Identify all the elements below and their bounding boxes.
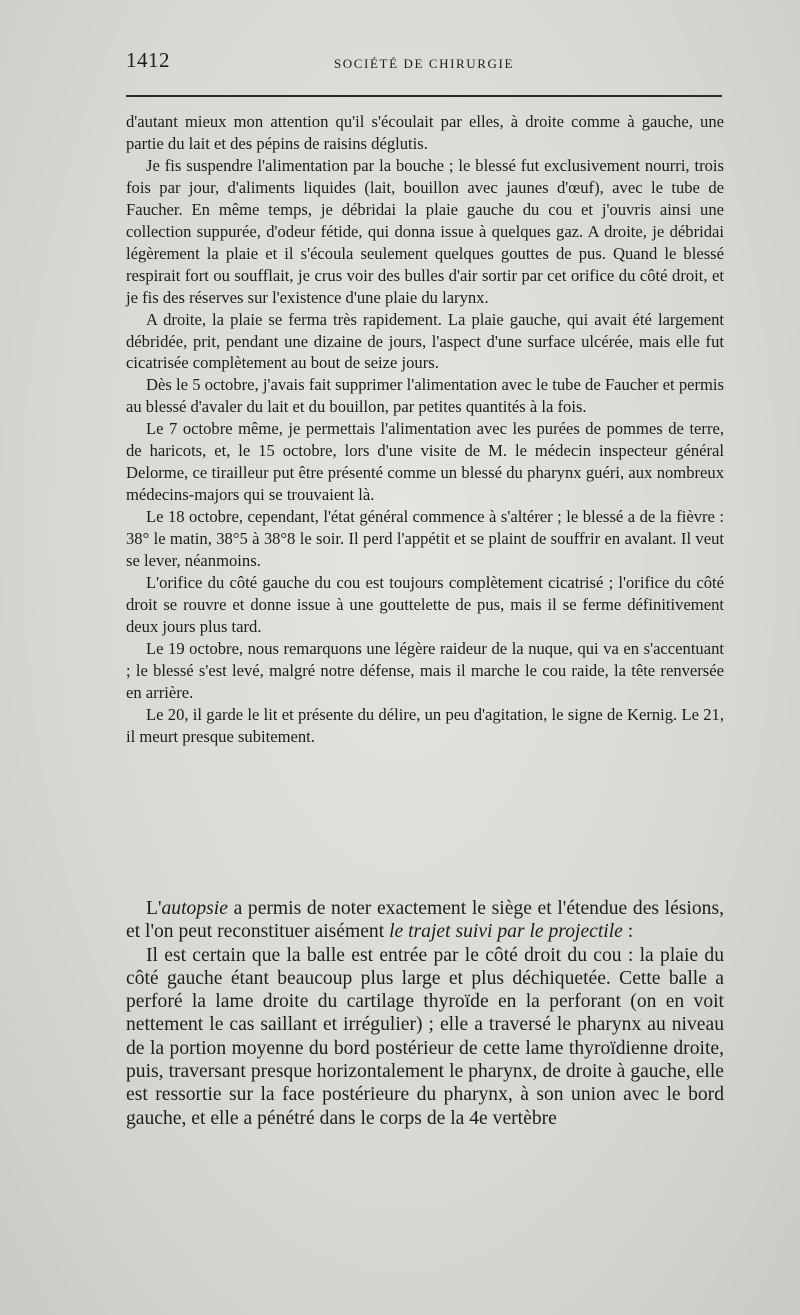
paragraph: Dès le 5 octobre, j'avais fait supprimer l'alimentation avec le tube de Faucher et permis au blessé d'avaler du lait et du bouillon, par petites quantités à la fois. xyxy=(126,375,724,417)
paragraph: d'autant mieux mon attention qu'il s'écoulait par elles, à droite comme à gauche, une partie du lait et des pépins de raisins déglutis. xyxy=(126,112,724,153)
italic-term: autopsie xyxy=(161,898,228,919)
paragraph: Il est certain que la balle est entrée par le côté droit du cou : la plaie du côté gauche étant beaucoup plus large et plus déchiquetée. Cette balle a perforé la lame droite du cartilage thyroïde en la perforant (on en voit nettement le cas saillant et irrégulier) ; elle a traversé le pharynx au niveau de la portion moyenne du bord postérieur de cette lame thyroïdienne droite, puis, traversant presque horizontalement le pharynx, de droite à gauche, elle est ressortie sur la face postérieure du pharynx, à son union avec le bord gauche, et elle a pénétré dans le corps de la 4e vertèbre xyxy=(126,944,724,1129)
page-header xyxy=(126,48,722,78)
paragraph: Je fis suspendre l'alimentation par la bouche ; le blessé fut exclusivement nourri, trois fois par jour, d'aliments liquides (lait, bouillon avec jaunes d'œuf), avec le tube de Faucher. En même temps, je débridai la plaie gauche du cou et j'ouvris ainsi une collection suppurée, d'odeur fétide, qui donna issue à quelques gaz. A droite, je débridai légèrement la plaie et il s'écoula seulement quelques gouttes de pus. Quand le blessé respirait fort ou soufflait, je crus voir des bulles d'air sortir par cet orifice du côté droit, et je fis des réserves sur l'existence d'une plaie du larynx. xyxy=(126,155,724,307)
text-run: : xyxy=(622,921,634,943)
case-report-text xyxy=(126,111,724,748)
paragraph: A droite, la plaie se ferma très rapidement. La plaie gauche, qui avait été largement débridée, prit, pendant une dizaine de jours, l'aspect d'une surface ulcérée, mais elle fut cicatrisée complètement au bout de seize jours. xyxy=(126,309,724,373)
paragraph: Le 7 octobre même, je permettais l'alimentation avec les purées de pommes de terre, de haricots, et, le 15 octobre, lors d'une visite de M. le médecin inspecteur général Delorme, ce tirailleur put être présenté comme un blessé du pharynx guéri, aux nombreux médecins-majors qui se trouvaient là. xyxy=(126,419,724,505)
autopsy-text xyxy=(126,897,724,1130)
text-run: a permis de noter exactement le siège et l'étendue des lésions, et l'on peut reconstituer aisément xyxy=(126,898,724,943)
paragraph: Le 19 octobre, nous remarquons une légère raideur de la nuque, qui va en s'accentuant ; le blessé s'est levé, malgré notre défense, mais il marche le cou raide, la tête renversée en arrière. xyxy=(126,638,724,702)
paragraph: L'orifice du côté gauche du cou est toujours complètement cicatrisé ; l'orifice du côté droit se rouvre et donne issue à une gouttelette de pus, mais il se ferme définitivement deux jours plus tard. xyxy=(126,573,724,636)
page-number: 1412 xyxy=(126,48,170,72)
text-run: L' xyxy=(146,898,162,919)
header-rule xyxy=(126,95,722,97)
italic-term: le trajet suivi par le projectile xyxy=(389,921,623,943)
paragraph: Le 20, il garde le lit et présente du délire, un peu d'agitation, le signe de Kernig. Le 21, il meurt presque subitement. xyxy=(126,704,724,746)
paragraph xyxy=(126,897,724,944)
paragraph: Le 18 octobre, cependant, l'état général commence à s'altérer ; le blessé a de la fièvre : 38° le matin, 38°5 à 38°8 le soir. Il perd l'appétit et se plaint de souffrir en avalant. Il veut se lever, néanmoins. xyxy=(126,507,724,571)
running-head: SOCIÉTÉ DE CHIRURGIE xyxy=(333,56,515,71)
